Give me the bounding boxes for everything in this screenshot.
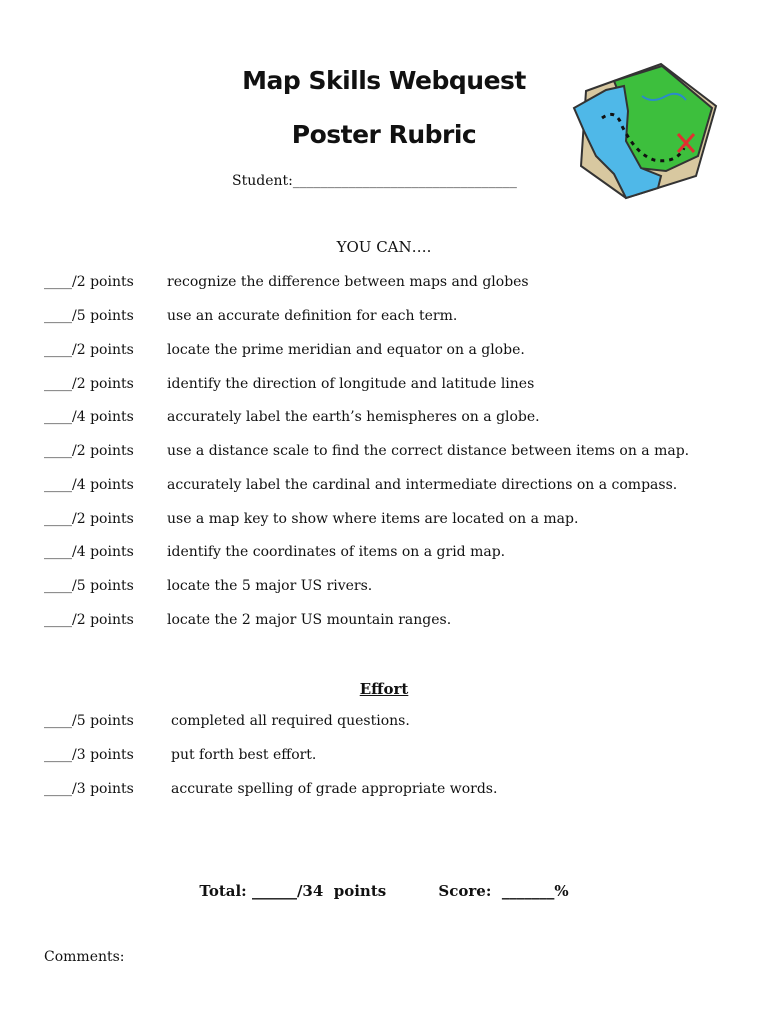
- rubric-row: [44, 409, 540, 425]
- criterion-text: put forth best effort.: [171, 747, 317, 763]
- criterion-text: locate the 5 major US rivers.: [167, 578, 373, 594]
- criterion-text: completed all required questions.: [171, 713, 410, 729]
- rubric-row: [44, 612, 451, 628]
- rubric-row: [44, 376, 534, 392]
- points-blank: ____/2 points: [44, 443, 134, 459]
- student-name-line: Student:________________________________: [232, 173, 517, 189]
- points-blank: ____/4 points: [44, 409, 134, 425]
- points-blank: ____/2 points: [44, 511, 134, 527]
- criterion-text: locate the 2 major US mountain ranges.: [167, 612, 452, 628]
- criterion-text: use an accurate definition for each term.: [167, 308, 458, 324]
- points-blank: ____/5 points: [44, 308, 134, 324]
- rubric-row: [44, 274, 529, 290]
- total-score-line: Total: ______/34 points Score: _______%: [199, 882, 569, 900]
- rubric-row: [44, 443, 689, 459]
- effort-row: [44, 781, 497, 797]
- criterion-text: use a map key to show where items are located on a map.: [167, 511, 579, 527]
- criterion-text: accurate spelling of grade appropriate words.: [171, 781, 498, 797]
- points-blank: ____/5 points: [44, 578, 134, 594]
- rubric-row: [44, 477, 677, 493]
- section-heading-effort: Effort: [359, 680, 409, 698]
- criterion-text: recognize the difference between maps and globes: [167, 274, 529, 290]
- points-blank: ____/4 points: [44, 477, 134, 493]
- rubric-row: [44, 342, 525, 358]
- criterion-text: locate the prime meridian and equator on a globe.: [167, 342, 525, 358]
- criterion-text: identify the direction of longitude and latitude lines: [167, 376, 535, 392]
- points-blank: ____/5 points: [44, 713, 134, 729]
- points-blank: ____/2 points: [44, 274, 134, 290]
- points-blank: ____/3 points: [44, 747, 134, 763]
- points-blank: ____/2 points: [44, 612, 134, 628]
- effort-row: [44, 713, 410, 729]
- rubric-row: [44, 578, 372, 594]
- points-blank: ____/4 points: [44, 544, 134, 560]
- criterion-text: accurately label the earth’s hemispheres on a globe.: [167, 409, 540, 425]
- points-blank: ____/2 points: [44, 342, 134, 358]
- comments-label: Comments:: [44, 949, 125, 965]
- criterion-text: identify the coordinates of items on a grid map.: [167, 544, 506, 560]
- section-heading-you-can: YOU CAN….: [336, 238, 432, 256]
- rubric-row: [44, 308, 457, 324]
- rubric-row: [44, 544, 505, 560]
- criterion-text: accurately label the cardinal and intermediate directions on a compass.: [167, 477, 678, 493]
- treasure-map-icon: [566, 56, 726, 201]
- points-blank: ____/2 points: [44, 376, 134, 392]
- title-line-2: Poster Rubric: [291, 120, 477, 149]
- rubric-row: [44, 511, 578, 527]
- points-blank: ____/3 points: [44, 781, 134, 797]
- effort-row: [44, 747, 316, 763]
- criterion-text: use a distance scale to find the correct distance between items on a map.: [167, 443, 690, 459]
- title-line-1: Map Skills Webquest: [242, 66, 526, 95]
